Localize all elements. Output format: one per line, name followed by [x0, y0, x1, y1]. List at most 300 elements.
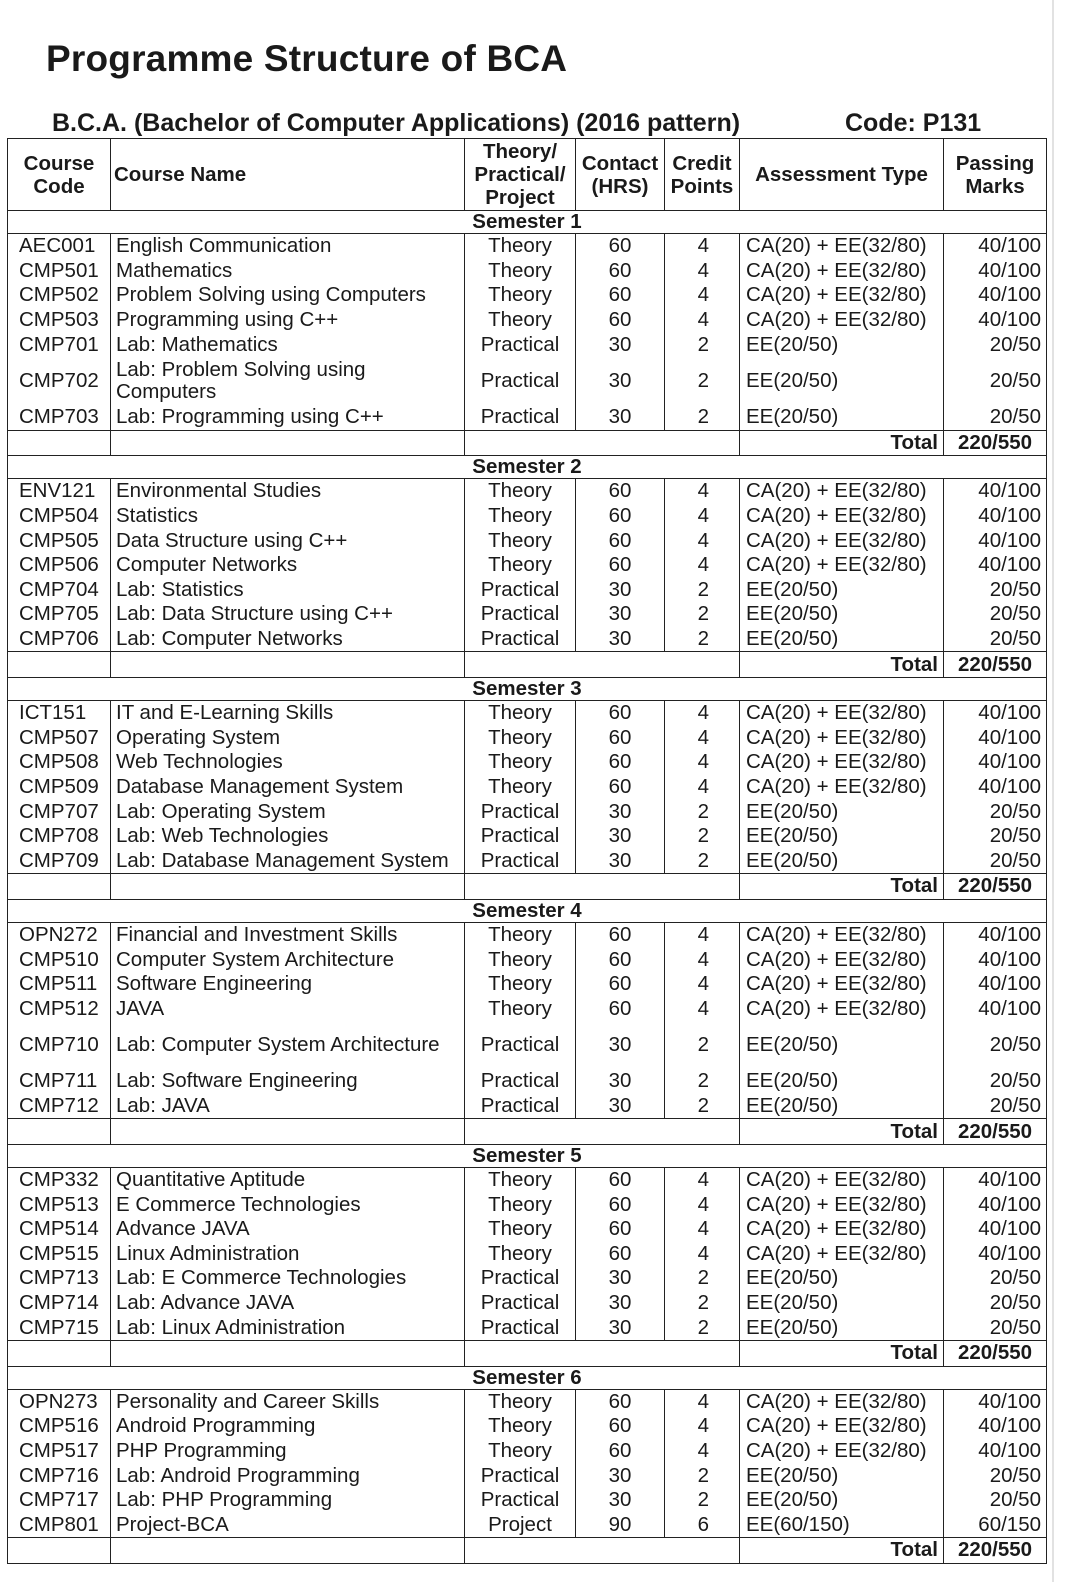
passing-marks: 20/50 [944, 1315, 1047, 1340]
credit-points: 6 [665, 1513, 740, 1538]
course-row [8, 308, 1047, 333]
course-row [8, 848, 1047, 873]
course-name: Database Management System [111, 775, 465, 800]
course-name: Data Structure using C++ [111, 528, 465, 553]
course-row [8, 1217, 1047, 1242]
passing-marks: 40/100 [944, 259, 1047, 284]
course-code: CMP715 [8, 1315, 111, 1340]
passing-marks: 20/50 [944, 1021, 1047, 1069]
contact-hours: 60 [576, 1414, 665, 1439]
page-edge-divider [1052, 0, 1054, 1582]
course-code: CMP517 [8, 1439, 111, 1464]
course-code: CMP714 [8, 1291, 111, 1316]
credit-points: 4 [665, 947, 740, 972]
course-type: Theory [465, 259, 576, 284]
total-label: Total [740, 652, 944, 678]
contact-hours: 60 [576, 504, 665, 529]
credit-points: 2 [665, 332, 740, 357]
course-type: Theory [465, 947, 576, 972]
course-name: Web Technologies [111, 750, 465, 775]
course-code: CMP516 [8, 1414, 111, 1439]
course-code: CMP711 [8, 1069, 111, 1094]
assessment-type: EE(20/50) [740, 1291, 944, 1316]
assessment-type: EE(20/50) [740, 1021, 944, 1069]
course-type: Theory [465, 1389, 576, 1414]
course-code: CMP502 [8, 283, 111, 308]
semester-total-row [8, 874, 1047, 900]
course-name: Lab: Linux Administration [111, 1315, 465, 1340]
passing-marks: 20/50 [944, 602, 1047, 627]
semester-heading-row [8, 456, 1047, 479]
course-name: Lab: Data Structure using C++ [111, 602, 465, 627]
passing-marks: 20/50 [944, 405, 1047, 430]
assessment-type: CA(20) + EE(32/80) [740, 1389, 944, 1414]
course-name: Financial and Investment Skills [111, 922, 465, 947]
course-row [8, 1488, 1047, 1513]
assessment-type: EE(20/50) [740, 627, 944, 652]
course-name: Programming using C++ [111, 308, 465, 333]
course-name: Lab: E Commerce Technologies [111, 1266, 465, 1291]
contact-hours: 30 [576, 1315, 665, 1340]
assessment-type: CA(20) + EE(32/80) [740, 553, 944, 578]
passing-marks: 20/50 [944, 1463, 1047, 1488]
credit-points: 4 [665, 528, 740, 553]
contact-hours: 60 [576, 234, 665, 259]
passing-marks: 40/100 [944, 553, 1047, 578]
credit-points: 2 [665, 1463, 740, 1488]
course-name: Quantitative Aptitude [111, 1167, 465, 1192]
course-name: Advance JAVA [111, 1217, 465, 1242]
course-row [8, 1414, 1047, 1439]
course-type: Theory [465, 283, 576, 308]
credit-points: 4 [665, 308, 740, 333]
course-name: Lab: Programming using C++ [111, 405, 465, 430]
course-code: CMP504 [8, 504, 111, 529]
contact-hours: 60 [576, 972, 665, 997]
assessment-type: CA(20) + EE(32/80) [740, 308, 944, 333]
course-type: Theory [465, 1217, 576, 1242]
passing-marks: 40/100 [944, 504, 1047, 529]
credit-points: 2 [665, 405, 740, 430]
passing-marks: 40/100 [944, 947, 1047, 972]
assessment-type: CA(20) + EE(32/80) [740, 1439, 944, 1464]
course-code: CMP507 [8, 726, 111, 751]
passing-marks: 20/50 [944, 824, 1047, 849]
semester-heading-row [8, 211, 1047, 234]
contact-hours: 60 [576, 1192, 665, 1217]
course-name: PHP Programming [111, 1439, 465, 1464]
course-code: CMP508 [8, 750, 111, 775]
contact-hours: 60 [576, 283, 665, 308]
contact-hours: 60 [576, 479, 665, 504]
course-type: Theory [465, 479, 576, 504]
total-blank-code [8, 430, 111, 456]
course-name: Environmental Studies [111, 479, 465, 504]
course-row [8, 1513, 1047, 1538]
assessment-type: CA(20) + EE(32/80) [740, 750, 944, 775]
assessment-type: EE(20/50) [740, 602, 944, 627]
course-type: Practical [465, 1315, 576, 1340]
contact-hours: 30 [576, 627, 665, 652]
contact-hours: 30 [576, 405, 665, 430]
contact-hours: 90 [576, 1513, 665, 1538]
course-name: Software Engineering [111, 972, 465, 997]
course-name: IT and E-Learning Skills [111, 700, 465, 725]
contact-hours: 60 [576, 700, 665, 725]
contact-hours: 30 [576, 799, 665, 824]
course-row [8, 1069, 1047, 1094]
assessment-type: EE(20/50) [740, 1315, 944, 1340]
passing-marks: 20/50 [944, 799, 1047, 824]
semester-total-marks: 220/550 [944, 652, 1047, 678]
course-row [8, 553, 1047, 578]
semester-total-row [8, 652, 1047, 678]
course-row [8, 332, 1047, 357]
total-blank-code [8, 874, 111, 900]
credit-points: 4 [665, 479, 740, 504]
contact-hours: 30 [576, 1266, 665, 1291]
credit-points: 2 [665, 1094, 740, 1119]
course-code: CMP703 [8, 405, 111, 430]
course-code: CMP705 [8, 602, 111, 627]
total-blank-code [8, 652, 111, 678]
credit-points: 2 [665, 357, 740, 405]
course-type: Practical [465, 332, 576, 357]
contact-hours: 30 [576, 1094, 665, 1119]
course-type: Practical [465, 1266, 576, 1291]
course-row [8, 750, 1047, 775]
passing-marks: 20/50 [944, 357, 1047, 405]
total-blank-name [111, 652, 465, 678]
semester-heading-row [8, 1144, 1047, 1167]
credit-points: 4 [665, 1192, 740, 1217]
assessment-type: EE(20/50) [740, 824, 944, 849]
course-type: Theory [465, 504, 576, 529]
contact-hours: 60 [576, 996, 665, 1021]
course-code: CMP506 [8, 553, 111, 578]
credit-points: 2 [665, 1266, 740, 1291]
course-type: Practical [465, 357, 576, 405]
total-blank-code [8, 1340, 111, 1366]
course-code: CMP713 [8, 1266, 111, 1291]
course-name: Lab: Web Technologies [111, 824, 465, 849]
credit-points: 4 [665, 504, 740, 529]
semester-total-marks: 220/550 [944, 1119, 1047, 1145]
passing-marks: 20/50 [944, 848, 1047, 873]
passing-marks: 40/100 [944, 1167, 1047, 1192]
total-label: Total [740, 1340, 944, 1366]
assessment-type: CA(20) + EE(32/80) [740, 504, 944, 529]
programme-name: B.C.A. (Bachelor of Computer Applications) (2016 pattern) [52, 109, 741, 137]
course-name: Android Programming [111, 1414, 465, 1439]
course-name: Lab: Computer Networks [111, 627, 465, 652]
contact-hours: 30 [576, 1291, 665, 1316]
course-code: CMP510 [8, 947, 111, 972]
credit-points: 4 [665, 1389, 740, 1414]
course-type: Practical [465, 848, 576, 873]
contact-hours: 30 [576, 357, 665, 405]
credit-points: 4 [665, 283, 740, 308]
contact-hours: 60 [576, 553, 665, 578]
credit-points: 4 [665, 259, 740, 284]
passing-marks: 40/100 [944, 1389, 1047, 1414]
course-code: CMP801 [8, 1513, 111, 1538]
total-blank-code [8, 1119, 111, 1145]
course-code: CMP513 [8, 1192, 111, 1217]
semester-heading: Semester 4 [8, 899, 1047, 922]
credit-points: 4 [665, 700, 740, 725]
course-row [8, 775, 1047, 800]
assessment-type: CA(20) + EE(32/80) [740, 1192, 944, 1217]
assessment-type: CA(20) + EE(32/80) [740, 479, 944, 504]
course-row [8, 1021, 1047, 1069]
credit-points: 2 [665, 1291, 740, 1316]
course-name: Lab: Software Engineering [111, 1069, 465, 1094]
course-type: Theory [465, 750, 576, 775]
contact-hours: 60 [576, 947, 665, 972]
assessment-type: CA(20) + EE(32/80) [740, 528, 944, 553]
total-blank-span [465, 430, 740, 456]
contact-hours: 30 [576, 578, 665, 603]
passing-marks: 20/50 [944, 1069, 1047, 1094]
passing-marks: 60/150 [944, 1513, 1047, 1538]
credit-points: 2 [665, 1488, 740, 1513]
assessment-type: EE(20/50) [740, 357, 944, 405]
course-type: Practical [465, 405, 576, 430]
semester-total-row [8, 1538, 1047, 1564]
course-type: Theory [465, 528, 576, 553]
course-code: ENV121 [8, 479, 111, 504]
contact-hours: 60 [576, 528, 665, 553]
assessment-type: EE(20/50) [740, 405, 944, 430]
programme-structure-table [7, 138, 1047, 1564]
semester-heading: Semester 2 [8, 456, 1047, 479]
passing-marks: 40/100 [944, 479, 1047, 504]
total-blank-code [8, 1538, 111, 1564]
assessment-type: CA(20) + EE(32/80) [740, 234, 944, 259]
header-course-name: Course Name [111, 139, 465, 211]
contact-hours: 30 [576, 848, 665, 873]
contact-hours: 60 [576, 1217, 665, 1242]
credit-points: 2 [665, 578, 740, 603]
course-row [8, 578, 1047, 603]
course-row [8, 1291, 1047, 1316]
course-code: CMP501 [8, 259, 111, 284]
course-type: Practical [465, 1463, 576, 1488]
header-credit-points: Credit Points [665, 139, 740, 211]
credit-points: 2 [665, 1069, 740, 1094]
contact-hours: 60 [576, 259, 665, 284]
passing-marks: 40/100 [944, 308, 1047, 333]
credit-points: 4 [665, 922, 740, 947]
course-row [8, 1242, 1047, 1267]
assessment-type: EE(20/50) [740, 332, 944, 357]
assessment-type: CA(20) + EE(32/80) [740, 972, 944, 997]
course-name: English Communication [111, 234, 465, 259]
semester-heading-row [8, 899, 1047, 922]
course-name: Lab: Android Programming [111, 1463, 465, 1488]
credit-points: 2 [665, 848, 740, 873]
credit-points: 4 [665, 775, 740, 800]
course-row [8, 283, 1047, 308]
credit-points: 4 [665, 996, 740, 1021]
course-code: CMP706 [8, 627, 111, 652]
assessment-type: EE(20/50) [740, 1488, 944, 1513]
course-type: Theory [465, 308, 576, 333]
course-name: Computer System Architecture [111, 947, 465, 972]
passing-marks: 40/100 [944, 528, 1047, 553]
semester-total-row [8, 430, 1047, 456]
passing-marks: 40/100 [944, 283, 1047, 308]
course-name: E Commerce Technologies [111, 1192, 465, 1217]
semester-heading: Semester 1 [8, 211, 1047, 234]
passing-marks: 20/50 [944, 332, 1047, 357]
course-name: Lab: Operating System [111, 799, 465, 824]
credit-points: 2 [665, 602, 740, 627]
total-label: Total [740, 1119, 944, 1145]
course-code: CMP712 [8, 1094, 111, 1119]
course-type: Practical [465, 627, 576, 652]
semester-total-row [8, 1119, 1047, 1145]
course-name: Mathematics [111, 259, 465, 284]
course-row [8, 1192, 1047, 1217]
assessment-type: EE(20/50) [740, 1094, 944, 1119]
course-type: Project [465, 1513, 576, 1538]
course-row [8, 1463, 1047, 1488]
course-row [8, 1167, 1047, 1192]
credit-points: 4 [665, 972, 740, 997]
assessment-type: CA(20) + EE(32/80) [740, 947, 944, 972]
total-blank-span [465, 874, 740, 900]
assessment-type: CA(20) + EE(32/80) [740, 283, 944, 308]
course-type: Theory [465, 1242, 576, 1267]
course-row [8, 528, 1047, 553]
course-row [8, 504, 1047, 529]
passing-marks: 40/100 [944, 726, 1047, 751]
credit-points: 4 [665, 234, 740, 259]
course-code: CMP717 [8, 1488, 111, 1513]
course-row [8, 824, 1047, 849]
course-name: Personality and Career Skills [111, 1389, 465, 1414]
course-type: Theory [465, 972, 576, 997]
course-code: ICT151 [8, 700, 111, 725]
assessment-type: CA(20) + EE(32/80) [740, 259, 944, 284]
passing-marks: 40/100 [944, 1414, 1047, 1439]
passing-marks: 20/50 [944, 1488, 1047, 1513]
credit-points: 2 [665, 824, 740, 849]
course-row [8, 972, 1047, 997]
assessment-type: CA(20) + EE(32/80) [740, 1242, 944, 1267]
course-row [8, 726, 1047, 751]
course-type: Practical [465, 824, 576, 849]
course-code: CMP503 [8, 308, 111, 333]
total-blank-name [111, 874, 465, 900]
assessment-type: CA(20) + EE(32/80) [740, 775, 944, 800]
header-passing-marks: Passing Marks [944, 139, 1047, 211]
semester-heading: Semester 3 [8, 677, 1047, 700]
course-row [8, 1315, 1047, 1340]
passing-marks: 40/100 [944, 775, 1047, 800]
course-code: CMP708 [8, 824, 111, 849]
passing-marks: 40/100 [944, 1217, 1047, 1242]
course-code: OPN273 [8, 1389, 111, 1414]
semester-total-row [8, 1340, 1047, 1366]
contact-hours: 60 [576, 1167, 665, 1192]
credit-points: 2 [665, 1021, 740, 1069]
passing-marks: 40/100 [944, 700, 1047, 725]
course-code: CMP701 [8, 332, 111, 357]
contact-hours: 60 [576, 750, 665, 775]
contact-hours: 30 [576, 1021, 665, 1069]
course-name: Lab: Mathematics [111, 332, 465, 357]
semester-heading-row [8, 1366, 1047, 1389]
contact-hours: 30 [576, 1488, 665, 1513]
contact-hours: 60 [576, 308, 665, 333]
semester-heading-row [8, 677, 1047, 700]
passing-marks: 20/50 [944, 578, 1047, 603]
credit-points: 4 [665, 1167, 740, 1192]
programme-code: Code: P131 [845, 109, 982, 137]
course-row [8, 996, 1047, 1021]
assessment-type: EE(20/50) [740, 1266, 944, 1291]
total-label: Total [740, 874, 944, 900]
total-blank-name [111, 1538, 465, 1564]
passing-marks: 20/50 [944, 1266, 1047, 1291]
course-code: CMP710 [8, 1021, 111, 1069]
contact-hours: 60 [576, 775, 665, 800]
course-row [8, 700, 1047, 725]
course-name: Lab: PHP Programming [111, 1488, 465, 1513]
assessment-type: CA(20) + EE(32/80) [740, 700, 944, 725]
assessment-type: EE(20/50) [740, 848, 944, 873]
total-blank-span [465, 1538, 740, 1564]
course-row [8, 259, 1047, 284]
course-name: Lab: Advance JAVA [111, 1291, 465, 1316]
contact-hours: 30 [576, 1069, 665, 1094]
table-body [8, 211, 1047, 1564]
credit-points: 2 [665, 627, 740, 652]
course-name: Computer Networks [111, 553, 465, 578]
passing-marks: 40/100 [944, 922, 1047, 947]
course-row [8, 922, 1047, 947]
course-type: Theory [465, 996, 576, 1021]
passing-marks: 40/100 [944, 972, 1047, 997]
credit-points: 4 [665, 1414, 740, 1439]
contact-hours: 60 [576, 726, 665, 751]
contact-hours: 30 [576, 824, 665, 849]
course-type: Practical [465, 1291, 576, 1316]
total-blank-name [111, 1119, 465, 1145]
contact-hours: 30 [576, 1463, 665, 1488]
credit-points: 4 [665, 1242, 740, 1267]
passing-marks: 40/100 [944, 234, 1047, 259]
total-blank-span [465, 1340, 740, 1366]
assessment-type: EE(60/150) [740, 1513, 944, 1538]
course-type: Theory [465, 234, 576, 259]
course-name: Statistics [111, 504, 465, 529]
course-name: Lab: JAVA [111, 1094, 465, 1119]
course-name: JAVA [111, 996, 465, 1021]
semester-total-marks: 220/550 [944, 1340, 1047, 1366]
course-code: CMP512 [8, 996, 111, 1021]
course-name: Lab: Problem Solving using Computers [111, 357, 465, 405]
course-row [8, 357, 1047, 405]
course-type: Practical [465, 799, 576, 824]
assessment-type: CA(20) + EE(32/80) [740, 1217, 944, 1242]
assessment-type: EE(20/50) [740, 578, 944, 603]
contact-hours: 60 [576, 1242, 665, 1267]
course-code: CMP514 [8, 1217, 111, 1242]
